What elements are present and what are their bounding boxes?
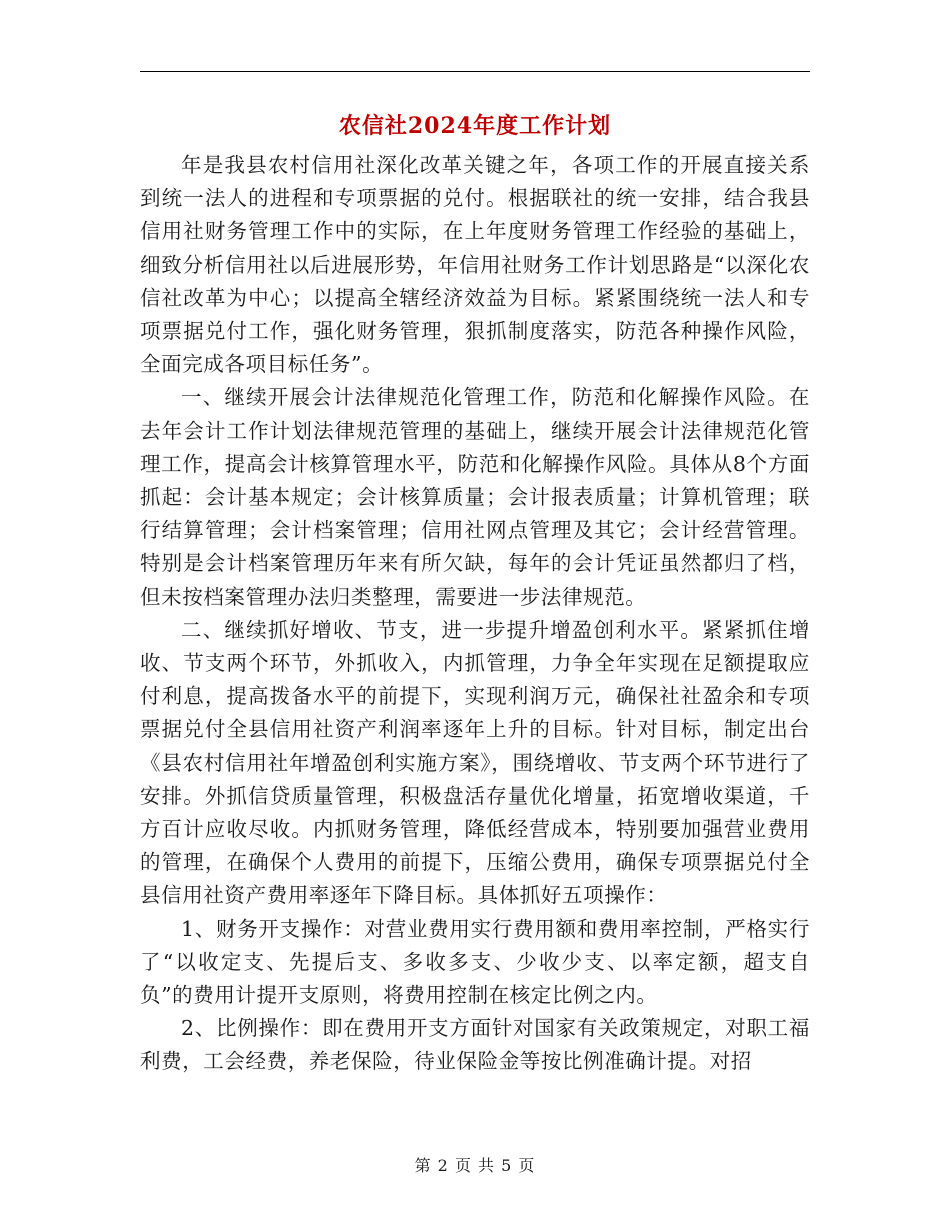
document-title: 农信社2024年度工作计划 — [338, 113, 612, 139]
paragraph-section-2: 二、继续抓好增收、节支，进一步提升增盈创利水平。紧紧抓住增收、节支两个环节，外抓收入，内抓管理，力争全年实现在足额提取应付利息，提高拨备水平的前提下，实现利润万元，确保社社盈余和专项票据兑付全县信用社资产利润率逐年上升的目标。针对目标，制定出台《县农村信用社年增盈创利实施方案》，围绕增收、节支两个环节进行了安排。外抓信贷质量管理，积极盘活存量优化增量，拓宽增收渠道，千方百计应收尽收。内抓财务管理，降低经营成本，特别要加强营业费用的管理，在确保个人费用的前提下，压缩公费用，确保专项票据兑付全县信用社资产费用率逐年下降目标。具体抓好五项操作： — [140, 617, 810, 908]
document-body — [140, 149, 810, 1079]
paragraph-section-1: 一、继续开展会计法律规范化管理工作，防范和化解操作风险。在去年会计工作计划法律规范管理的基础上，继续开展会计法律规范化管理工作，提高会计核算管理水平，防范和化解操作风险。具体从8个方面抓起：会计基本规定；会计核算质量；会计报表质量；计算机管理；联行结算管理；会计档案管理；信用社网点管理及其它；会计经营管理。特别是会计档案管理历年来有所欠缺，每年的会计凭证虽然都归了档，但未按档案管理办法归类整理，需要进一步法律规范。 — [140, 385, 810, 609]
page-number-footer: 第 2 页 共 5 页 — [414, 1156, 536, 1175]
paragraph-item-2: 2、比例操作：即在费用开支方面针对国家有关政策规定，对职工福利费，工会经费，养老保险，待业保险金等按比例准确计提。对招 — [140, 1016, 810, 1074]
paragraph-intro: 年是我县农村信用社深化改革关键之年，各项工作的开展直接关系到统一法人的进程和专项票据的兑付。根据联社的统一安排，结合我县信用社财务管理工作中的实际，在上年度财务管理工作经验的基础上，细致分析信用社以后进展形势，年信用社财务工作计划思路是“以深化农信社改革为中心；以提高全辖经济效益为目标。紧紧围绕统一法人和专项票据兑付工作，强化财务管理，狠抓制度落实，防范各种操作风险，全面完成各项目标任务”。 — [140, 153, 810, 377]
header-rule — [140, 71, 810, 72]
paragraph-item-1: 1、财务开支操作：对营业费用实行费用额和费用率控制，严格实行了“以收定支、先提后支、多收多支、少收少支、以率定额，超支自负”的费用计提开支原则，将费用控制在核定比例之内。 — [140, 916, 810, 1008]
